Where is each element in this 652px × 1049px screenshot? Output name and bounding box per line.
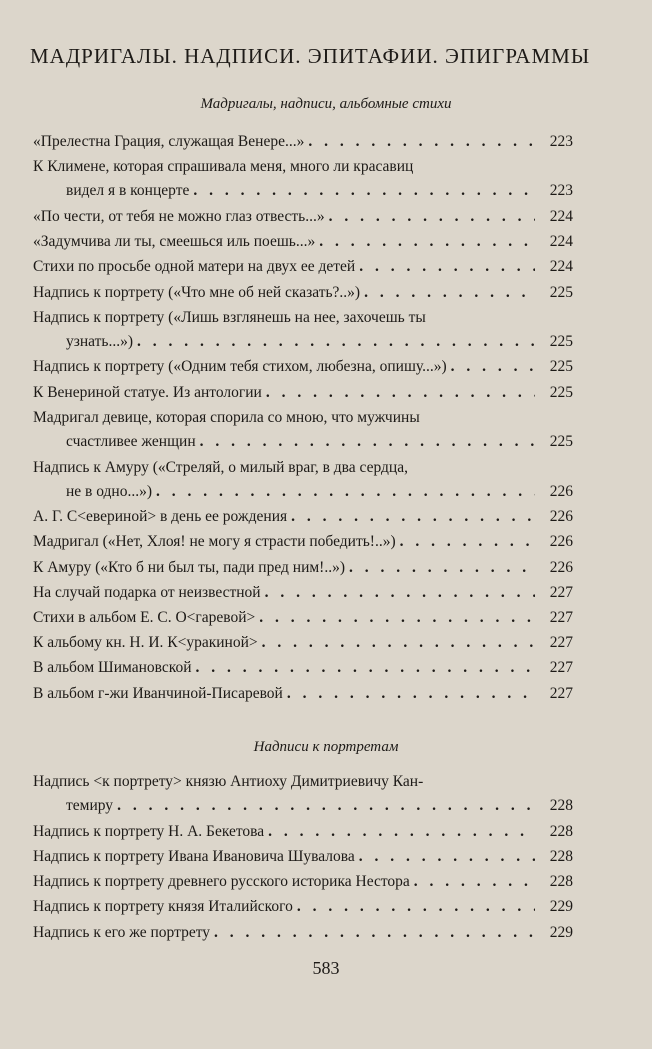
toc-entry-title: узнать...») [66,332,134,350]
toc-entry-line [33,330,573,354]
dot-leader [265,581,535,605]
toc-entry [33,656,573,680]
toc-entry-title: Надпись к портрету Ивана Ивановича Шувалова [33,847,355,865]
toc-entry [33,530,573,554]
toc-page-number: 225 [549,358,573,376]
toc-entry-title: счастливее женщин [66,432,196,450]
dot-leader [268,820,535,844]
dot-leader [117,794,535,818]
toc-entry [33,306,573,354]
toc-page-number: 226 [549,482,573,500]
toc-page-number: 228 [549,797,573,814]
toc-entry-line [33,606,573,630]
toc-page-number: 224 [549,207,573,225]
toc-page-number: 229 [549,923,573,941]
toc-entry-title: К альбому кн. Н. И. К<уракиной> [33,634,258,652]
toc-entry [33,456,573,504]
dot-leader [414,870,535,894]
section-title: Мадригалы, надписи, альбомные стихи [200,96,452,112]
toc-entry-line [33,770,573,794]
toc-entry-line [33,530,573,554]
toc-entry-title: Надпись к портрету князя Италийского [33,898,293,916]
toc-entry-title: «Задумчива ли ты, смеешься иль поешь...» [33,233,316,251]
dot-leader [200,430,535,454]
toc-page-number: 228 [549,822,573,840]
toc-entry [33,406,573,454]
dot-leader [262,631,535,655]
toc-entry-title: Надпись к Амуру («Стреляй, о милый враг, в два сердца, [33,458,408,476]
toc-entry [33,631,573,655]
dot-leader [451,355,535,379]
toc-page-number: 227 [549,609,573,626]
toc-entry-line [33,130,573,154]
toc-entry-title: К Амуру («Кто б ни был ты, пади пред ним!..») [33,558,345,576]
toc-entry-line [33,306,573,330]
toc-page-number: 226 [549,508,573,526]
toc-page-number: 226 [549,558,573,576]
toc-entry-title: В альбом г-жи Иванчиной-Писаревой [33,684,283,702]
toc-entry-title: «По чести, от тебя не можно глаз отвесть...» [33,207,325,225]
toc-entry-title: не в одно...») [66,482,153,500]
toc-page-number: 228 [549,873,573,891]
toc-page-number: 223 [549,133,573,150]
toc-entry [33,820,573,844]
toc-entry-line [33,155,573,179]
toc-page-number: 224 [549,233,573,251]
toc-entry-title: На случай подарка от неизвестной [33,583,261,601]
toc-entry-title: видел я в концерте [66,182,190,200]
toc-page-number: 227 [549,634,573,652]
toc-entry-title: Мадригал («Нет, Хлоя! не могу я страсти победить!..») [33,533,396,551]
toc-entry-title: темиру [66,797,114,814]
toc-entry [33,130,573,154]
toc-entry-line [33,656,573,680]
dot-leader [193,179,535,203]
toc-entry-title: «Прелестна Грация, служащая Венере...» [33,133,305,150]
toc-entry-line [33,381,573,405]
toc-entry-title: К Климене, которая спрашивала меня, много ли красавиц [33,158,414,176]
dot-leader [400,530,535,554]
toc-entry [33,505,573,529]
toc-entry-title: Надпись к портрету («Лишь взглянешь на нее, захочешь ты [33,308,426,326]
toc-entry-title: Надпись к портрету Н. А. Бекетова [33,822,265,840]
dot-leader [319,230,535,254]
toc-entry [33,845,573,869]
toc-entry-line [33,230,573,254]
running-header: МАДРИГАЛЫ. НАДПИСИ. ЭПИТАФИИ. ЭПИГРАММЫ [30,44,591,68]
toc-entry-line [33,456,573,480]
dot-leader [156,480,535,504]
toc-entry-line [33,556,573,580]
dot-leader [137,330,535,354]
dot-leader [364,281,535,305]
section-title: Надписи к портретам [253,739,399,755]
toc-entry-line [33,406,573,430]
toc-entry-title: Надпись к его же портрету [33,923,211,941]
dot-leader [287,682,535,706]
toc-entry [33,770,573,818]
toc-entry-line [33,505,573,529]
toc-entry-line [33,355,573,379]
toc-page-number: 225 [549,432,573,450]
toc-entry-title: Надпись к портрету («Что мне об ней сказать?..») [33,283,361,301]
toc-page-number: 224 [549,258,573,276]
toc-page-number: 227 [549,659,573,677]
toc-entry-title: Надпись к портрету древнего русского историка Нестора [33,873,410,891]
toc-entry-title: Надпись к портрету («Одним тебя стихом, любезна, опишу...») [33,358,447,376]
toc-entry-title: В альбом Шимановской [33,659,192,677]
toc-entry [33,921,573,945]
toc-page-number: 228 [549,847,573,865]
toc-entry-line [33,281,573,305]
toc-page-number: 225 [549,332,573,350]
toc-page-number: 227 [549,583,573,601]
dot-leader [214,921,535,945]
toc-entry-line [33,179,573,203]
toc-entry-line [33,205,573,229]
toc-entry-title: Мадригал девице, которая спорила со мною, что мужчины [33,408,420,426]
toc-page-number: 227 [549,684,573,702]
dot-leader [266,381,535,405]
toc-entry [33,381,573,405]
toc-entry [33,155,573,203]
toc-entry [33,870,573,894]
toc-page-number: 225 [549,283,573,301]
dot-leader [359,845,535,869]
dot-leader [259,606,535,630]
dot-leader [329,205,535,229]
toc-entry [33,281,573,305]
toc-entry [33,581,573,605]
toc-entry-title: Стихи по просьбе одной матери на двух ее детей [33,258,356,276]
toc-entry-line [33,581,573,605]
dot-leader [349,556,535,580]
toc-entry-line [33,820,573,844]
toc-entry [33,230,573,254]
toc-entry-line [33,255,573,279]
toc-entry-title: Стихи в альбом Е. С. О<гаревой> [33,609,256,626]
toc-entry [33,255,573,279]
toc-entry [33,606,573,630]
dot-leader [308,130,535,154]
dot-leader [359,255,535,279]
toc-entry-line [33,870,573,894]
toc-entry-line [33,794,573,818]
toc-page-number: 226 [549,533,573,551]
page-number: 583 [312,958,340,978]
toc-entry-line [33,921,573,945]
toc-entry-line [33,895,573,919]
toc-entry-title: Надпись <к портрету> князю Антиоху Димитриевичу Кан- [33,773,424,790]
dot-leader [291,505,535,529]
toc-entry [33,205,573,229]
toc-entry-line [33,430,573,454]
toc-entry [33,682,573,706]
toc-page-number: 225 [549,383,573,401]
toc-entry [33,556,573,580]
dot-leader [297,895,535,919]
toc-page-number: 229 [549,898,573,916]
toc-entry [33,895,573,919]
toc-entry-line [33,480,573,504]
toc-page-number: 223 [549,182,573,200]
toc-entry-title: К Венериной статуе. Из антологии [33,383,262,401]
toc-entry-title: А. Г. С<евериной> в день ее рождения [33,508,288,526]
toc-entry-line [33,845,573,869]
toc-entry-line [33,631,573,655]
toc-entry [33,355,573,379]
toc-entry-line [33,682,573,706]
dot-leader [196,656,535,680]
